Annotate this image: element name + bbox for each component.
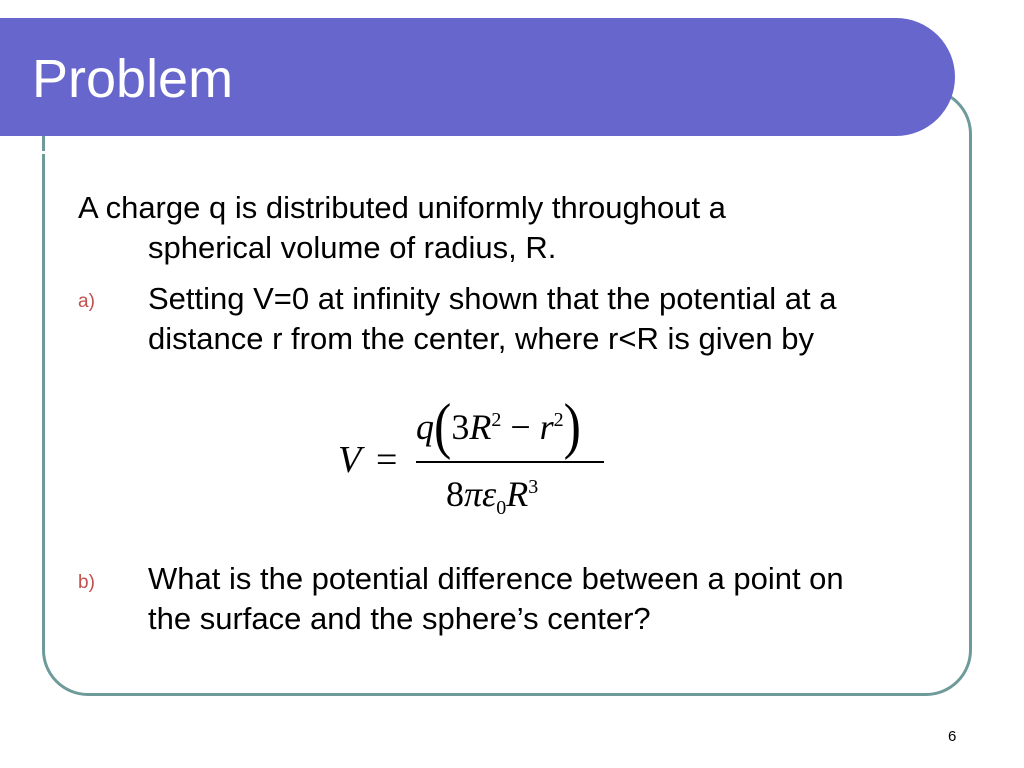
num-three: 3 bbox=[451, 407, 470, 447]
equation-denominator bbox=[446, 473, 538, 520]
title-underline bbox=[0, 151, 905, 154]
list-marker-b: b) bbox=[78, 572, 95, 593]
den-R: R bbox=[506, 474, 529, 514]
den-pi: π bbox=[464, 474, 483, 514]
den-epsilon-subscript: 0 bbox=[496, 497, 507, 520]
num-q: q bbox=[416, 407, 434, 447]
equation-numerator bbox=[416, 392, 581, 461]
num-right-paren: ) bbox=[563, 392, 581, 461]
list-marker-a: a) bbox=[78, 291, 95, 312]
num-left-paren: ( bbox=[434, 392, 452, 461]
num-minus: − bbox=[501, 407, 540, 447]
potential-equation bbox=[330, 392, 630, 535]
page-number: 6 bbox=[948, 728, 957, 745]
den-R-exponent: 3 bbox=[528, 476, 539, 498]
den-eight: 8 bbox=[446, 474, 464, 514]
slide-title: Problem bbox=[32, 49, 234, 109]
problem-intro-line1: A charge q is distributed uniformly throughout a bbox=[78, 190, 726, 225]
num-R: R bbox=[469, 407, 492, 447]
list-item-b: What is the potential difference between a point on the surface and the sphere’s center? bbox=[148, 561, 844, 636]
num-r-exponent: 2 bbox=[553, 409, 564, 431]
equation-equals: = bbox=[376, 439, 398, 481]
equation-lhs: V bbox=[338, 439, 362, 481]
den-epsilon: ε bbox=[482, 474, 497, 514]
fraction-bar bbox=[416, 461, 604, 463]
problem-intro-line2: spherical volume of radius, R. bbox=[148, 230, 557, 265]
list-item-a: Setting V=0 at infinity shown that the potential at a distance r from the center, where r<R is given by bbox=[148, 281, 837, 356]
num-r: r bbox=[539, 407, 554, 447]
num-R-exponent: 2 bbox=[491, 409, 502, 431]
